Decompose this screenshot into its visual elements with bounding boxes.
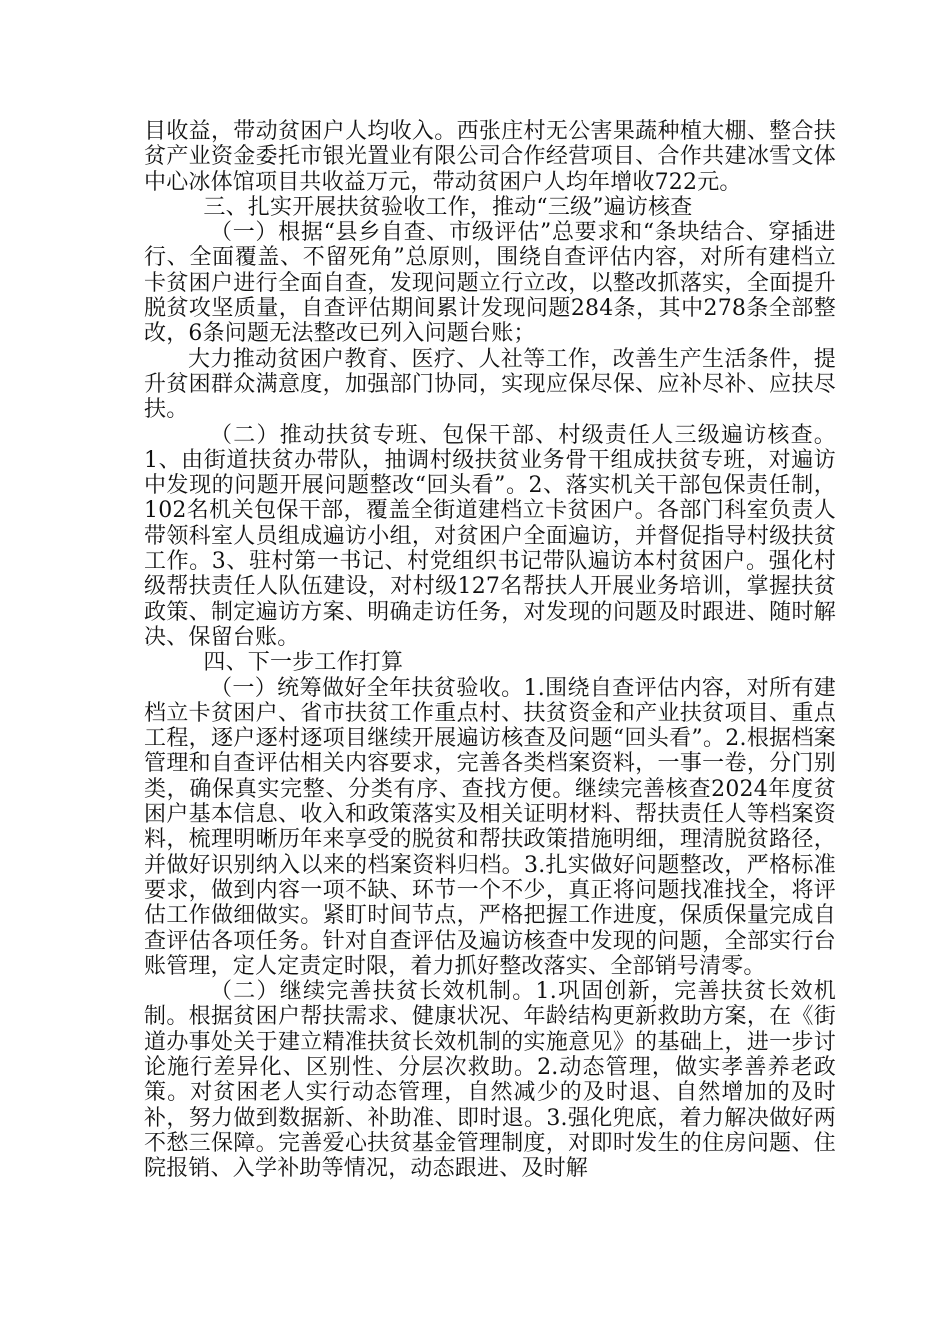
section-heading-4: 四、下一步工作打算 bbox=[203, 650, 404, 676]
section-heading-3: 三、扎实开展扶贫验收工作，推动“三级”遍访核查 bbox=[203, 194, 693, 220]
paragraph-3-1-cont: 大力推动贫困户教育、医疗、人社等工作，改善生产生活条件，提升贫困群众满意度，加强部门协同，实现应保尽保、应补尽补、应扶尽扶。 bbox=[144, 346, 836, 423]
paragraph-income: 目收益，带动贫困户人均收入。西张庄村无公害果蔬种植大棚、整合扶贫产业资金委托市银光置业有限公司合作经营项目、合作共建冰雪文体中心冰体馆项目共收益万元，带动贫困户人均年增收722元。 bbox=[144, 119, 836, 195]
paragraph-3-1: （一）根据“县乡自查、市级评估”总要求和“条块结合、穿插进行、全面覆盖、不留死角”总原则，围绕自查评估内容，对所有建档立卡贫困户进行全面自查，发现问题立行立改，以整改抓落实，全面提升脱贫攻坚质量，自查评估期间累计发现问题284条，其中278条全部整改，6条问题无法整改已列入问题台账； bbox=[144, 220, 836, 347]
paragraph-4-1: （一）统筹做好全年扶贫验收。1.围绕自查评估内容，对所有建档立卡贫困户、省市扶贫工作重点村、扶贫资金和产业扶贫项目、重点工程，逐户逐村逐项目继续开展遍访核查及问题“回头看”。2.根据档案管理和自查评估相关内容要求，完善各类档案资料，一事一卷，分门别类，确保真实完整、分类有序、查找方便。继续完善核查2024年度贫困户基本信息、收入和政策落实及相关证明材料、帮扶责任人等档案资料，梳理明晰历年来享受的脱贫和帮扶政策措施明细，理清脱贫路径，并做好识别纳入以来的档案资料归档。3.扎实做好问题整改，严格标准要求，做到内容一项不缺、环节一个不少，真正将问题找准找全，将评估工作做细做实。紧盯时间节点，严格把握工作进度，保质保量完成自查评估各项任务。针对自查评估及遍访核查中发现的问题，全部实行台账管理，定人定责定时限，着力抓好整改落实、全部销号清零。 bbox=[144, 675, 836, 979]
paragraph-4-2: （二）继续完善扶贫长效机制。1.巩固创新，完善扶贫长效机制。根据贫困户帮扶需求、健康状况、年龄结构更新救助方案，在《街道办事处关于建立精准扶贫长效机制的实施意见》的基础上，进一步讨论施行差异化、区别性、分层次救助。2.动态管理，做实孝善养老政策。对贫困老人实行动态管理，自然减少的及时退、自然增加的及时补，努力做到数据新、补助准、即时退。3.强化兜底，着力解决做好两不愁三保障。完善爱心扶贫基金管理制度，对即时发生的住房问题、住院报销、入学补助等情况，动态跟进、及时解 bbox=[144, 979, 836, 1182]
paragraph-3-2: （二）推动扶贫专班、包保干部、村级责任人三级遍访核查。1、由街道扶贫办带队，抽调村级扶贫业务骨干组成扶贫专班，对遍访中发现的问题开展问题整改“回头看”。2、落实机关干部包保责任制，102名机关包保干部，覆盖全街道建档立卡贫困户。各部门科室负责人带领科室人员组成遍访小组，对贫困户全面遍访，并督促指导村级扶贫工作。3、驻村第一书记、村党组织书记带队遍访本村贫困户。强化村级帮扶责任人队伍建设，对村级127名帮扶人开展业务培训，掌握扶贫政策、制定遍访方案、明确走访任务，对发现的问题及时跟进、随时解决、保留台账。 bbox=[144, 422, 836, 650]
document-page bbox=[144, 119, 836, 1181]
